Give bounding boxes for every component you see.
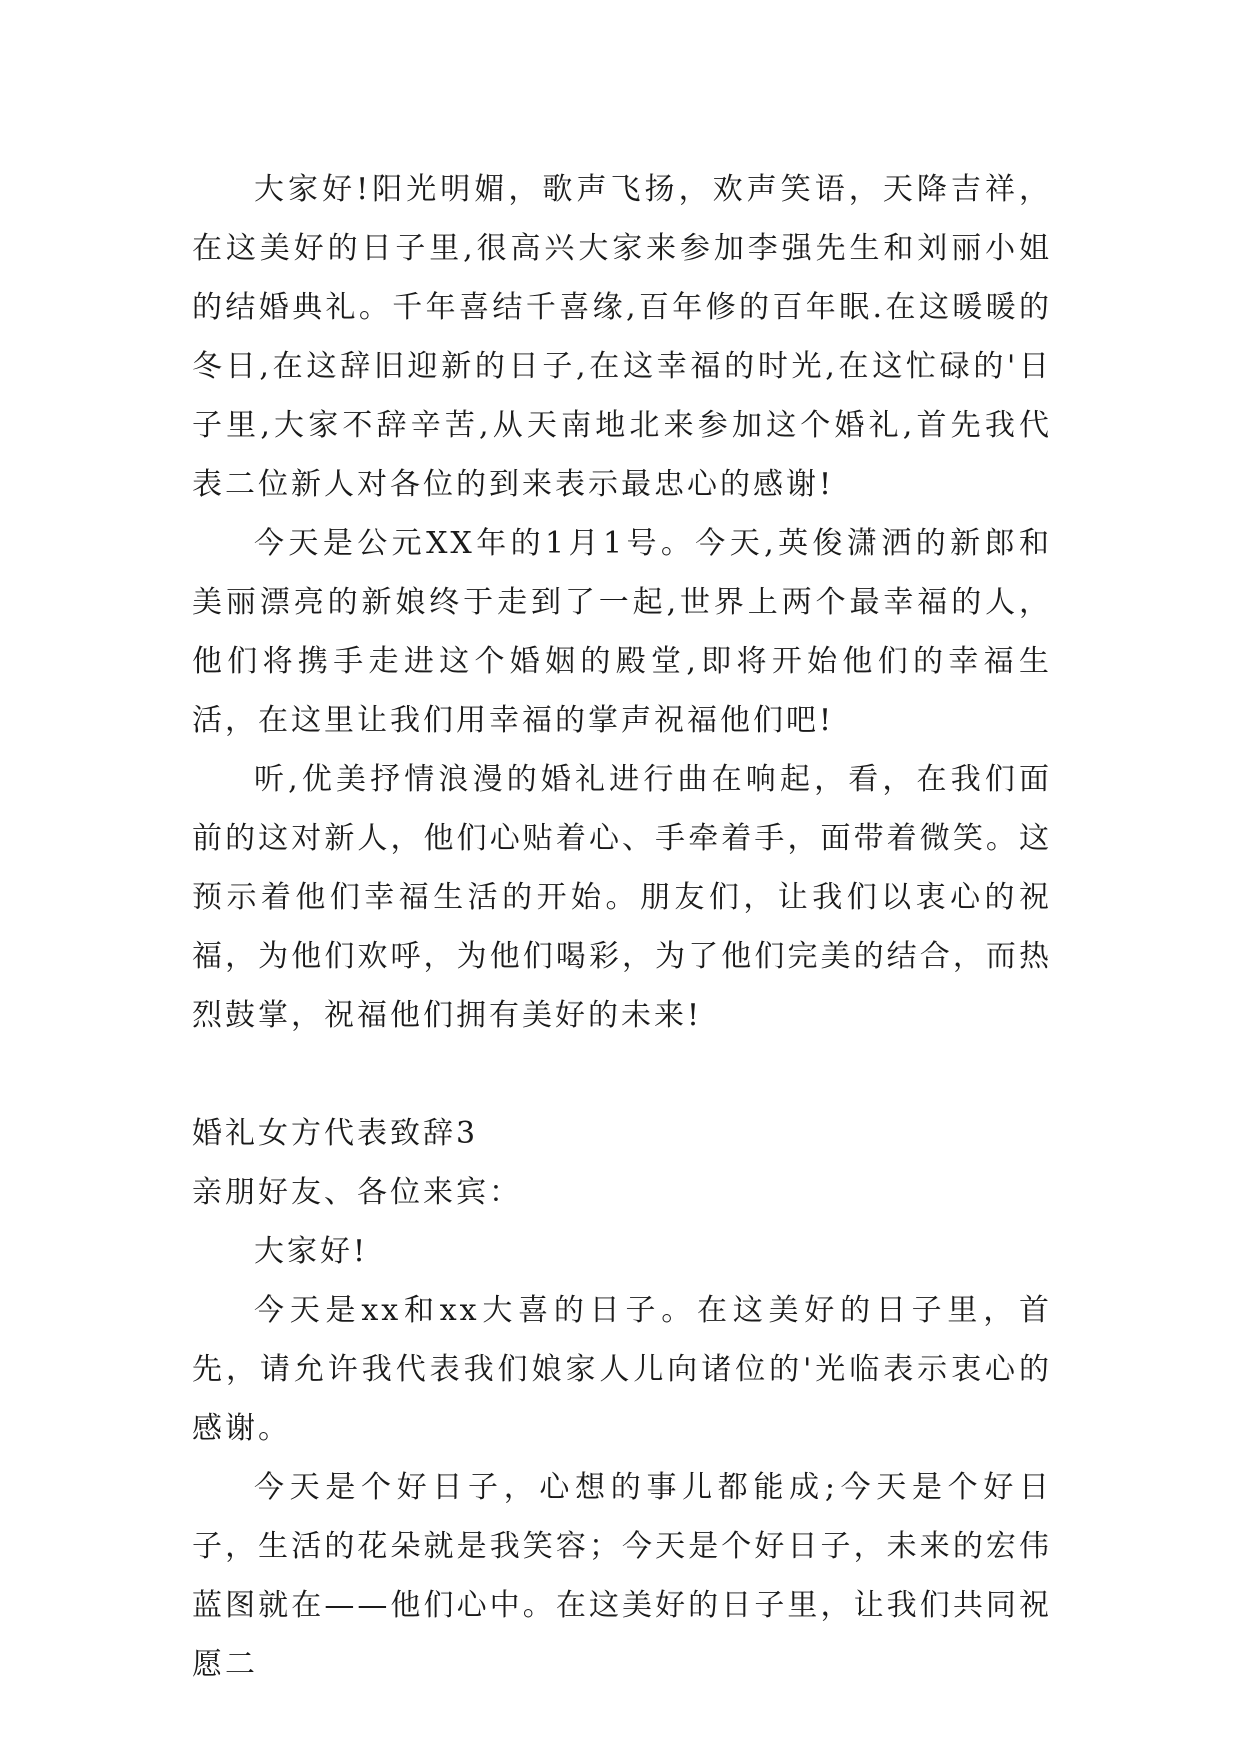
paragraph-good-day: 今天是个好日子，心想的事儿都能成;今天是个好日子，生活的花朵就是我笑容；今天是个好日子，未来的宏伟蓝图就在——他们心中。在这美好的日子里，让我们共同祝愿二: [192, 1470, 1052, 1682]
paragraph-wedding-march: 听,优美抒情浪漫的婚礼进行曲在响起，看，在我们面前的这对新人，他们心贴着心、手牵着手，面带着微笑。这预示着他们幸福生活的开始。朋友们，让我们以衷心的祝福，为他们欢呼，为他们喝彩，为了他们完美的结合，而热烈鼓掌，祝福他们拥有美好的未来!: [192, 762, 1052, 1033]
paragraph-date: 今天是公元XX年的1月1号。今天,英俊潇洒的新郎和美丽漂亮的新娘终于走到了一起,世界上两个最幸福的人，他们将携手走进这个婚姻的殿堂,即将开始他们的幸福生活，在这里让我们用幸福的掌声祝福他们吧!: [192, 526, 1052, 738]
document-body: [192, 160, 1052, 1694]
salutation: 亲朋好友、各位来宾：: [192, 1175, 522, 1210]
paragraph-greeting: 大家好!阳光明媚，歌声飞扬，欢声笑语，天降吉祥，在这美好的日子里,很高兴大家来参加李强先生和刘丽小姐的结婚典礼。千年喜结千喜缘,百年修的百年眠.在这暖暖的冬日,在这辞旧迎新的日子,在这幸福的时光,在这忙碌的'日子里,大家不辞辛苦,从天南地北来参加这个婚礼,首先我代表二位新人对各位的到来表示最忠心的感谢!: [192, 172, 1052, 502]
section-title: 婚礼女方代表致辞3: [192, 1116, 479, 1151]
paragraph-hello: 大家好!: [254, 1234, 369, 1269]
paragraph-thanks: 今天是xx和xx大喜的日子。在这美好的日子里，首先，请允许我代表我们娘家人儿向诸位的'光临表示衷心的感谢。: [192, 1293, 1052, 1446]
